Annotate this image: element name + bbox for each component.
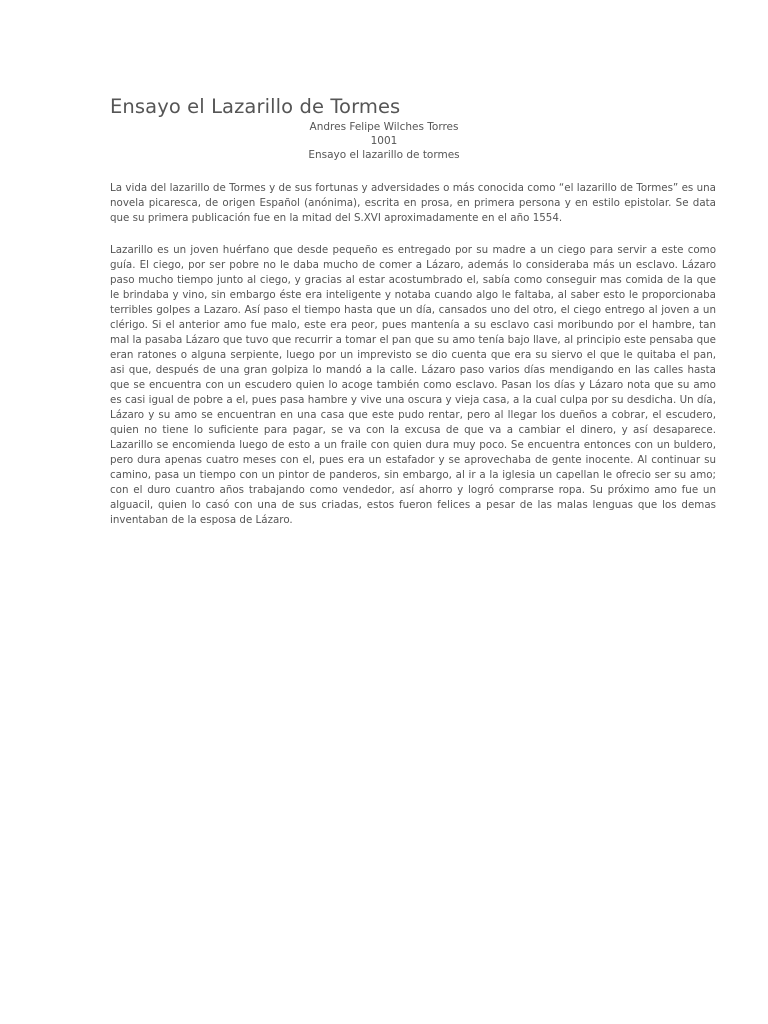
paragraph-intro: La vida del lazarillo de Tormes y de sus fortunas y adversidades o más conocida como “el lazarillo de Tormes” es una novela picaresca, de origen Español (anónima), escrita en prosa, en primera persona y en estilo epistolar. Se data que su primera publicación fue en la mitad del S.XVI aproximadamente en el año 1554. bbox=[110, 181, 716, 224]
document-title: Ensayo el Lazarillo de Tormes bbox=[110, 95, 401, 118]
document-subtitle: Ensayo el lazarillo de tormes bbox=[308, 149, 460, 162]
document-page bbox=[110, 94, 716, 528]
document-header-info bbox=[110, 120, 716, 163]
course-number: 1001 bbox=[370, 135, 398, 148]
paragraph-summary: Lazarillo es un joven huérfano que desde pequeño es entregado por su madre a un ciego para servir a este como guía. El ciego, por ser pobre no le daba mucho de comer a Lázaro, además lo consideraba más un esclavo. Lázaro paso mucho tiempo junto al ciego, y gracias al estar acostumbrado el, sabía como conseguir mas comida de la que le brindaba y vino, sin embargo éste era inteligente y notaba cuando algo le faltaba, al saber esto le proporcionaba terribles golpes a Lazaro. Así paso el tiempo hasta que un día, cansados uno del otro, el ciego entrego al joven a un clérigo. Si el anterior amo fue malo, este era peor, pues mantenía a su esclavo casi moribundo por el hambre, tan mal la pasaba Lázaro que tuvo que recurrir a tomar el pan que su amo tenía bajo llave, al principio este pensaba que eran ratones o alguna serpiente, luego por un imprevisto se dio cuenta que era su siervo el que le quitaba el pan, asi que, después de una gran golpiza lo mandó a la calle. Lázaro paso varios días mendigando en las calles hasta que se encuentra con un escudero quien lo acoge también como esclavo. Pasan los días y Lázaro nota que su amo es casi igual de pobre a el, pues pasa hambre y vive una oscura y vieja casa, a la cual culpa por su desdicha. Un día, Lázaro y su amo se encuentran en una casa que este pudo rentar, pero al llegar los dueños a cobrar, el escudero, quien no tiene lo suficiente para pagar, se va con la excusa de que va a cambiar el dinero, y así desaparece. Lazarillo se encomienda luego de esto a un fraile con quien dura muy poco. Se encuentra entonces con un buldero, pero dura apenas cuatro meses con el, pues era un estafador y se aprovechaba de gente inocente. Al continuar su camino, pasa un tiempo con un pintor de panderos, sin embargo, al ir a la iglesia un capellan le ofrecio ser su amo; con el duro cuantro años trabajando como vendedor, así ahorro y logró comprarse ropa. Su próximo amo fue un alguacil, quien lo casó con una de sus criadas, estos fueron felices a pesar de las malas lenguas que los demas inventaban de la esposa de Lázaro. bbox=[110, 244, 716, 526]
author-name: Andres Felipe Wilches Torres bbox=[309, 121, 459, 133]
